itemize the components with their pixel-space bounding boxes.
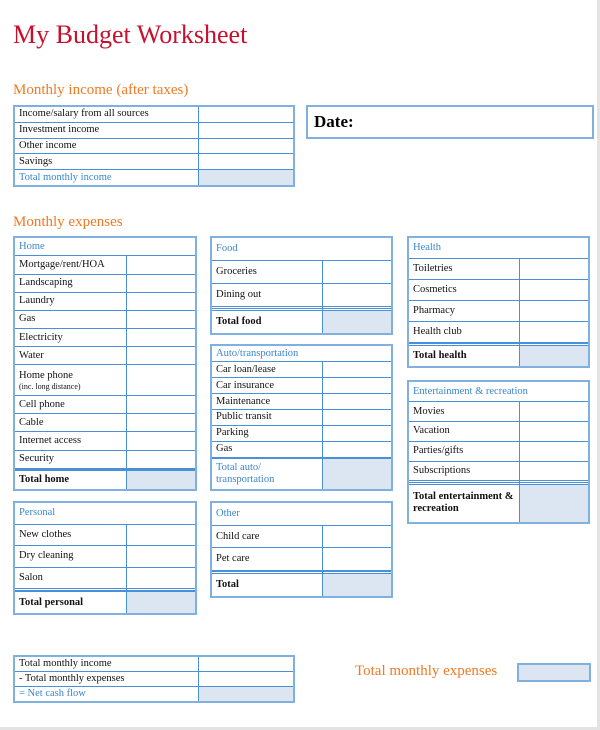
table-header-row xyxy=(211,502,392,525)
auto-amount-cell[interactable] xyxy=(322,362,392,378)
health-amount-cell[interactable] xyxy=(519,259,589,280)
table-row xyxy=(14,450,196,468)
income-total-cell[interactable] xyxy=(198,170,294,186)
other-table xyxy=(210,501,393,598)
table-row xyxy=(14,310,196,328)
total-monthly-expenses-field[interactable] xyxy=(517,663,591,682)
entertainment-row-label xyxy=(408,441,519,461)
health-row-label xyxy=(408,300,519,321)
table-row xyxy=(408,300,589,321)
summary-table xyxy=(13,655,295,703)
home-row-label xyxy=(14,274,126,292)
table-header-row xyxy=(14,502,196,524)
row-label: Toiletries xyxy=(413,263,453,275)
summary-amount-cell[interactable] xyxy=(198,672,294,687)
auto-amount-cell[interactable] xyxy=(322,441,392,457)
summary-total-cell[interactable] xyxy=(198,686,294,702)
table-row xyxy=(408,280,589,301)
entertainment-amount-cell[interactable] xyxy=(519,421,589,441)
row-label: Savings xyxy=(19,155,53,167)
food-amount-cell[interactable] xyxy=(322,261,392,284)
table-row xyxy=(14,365,196,396)
other-amount-cell[interactable] xyxy=(322,525,392,547)
table-row xyxy=(14,524,196,545)
row-label: Security xyxy=(19,453,54,465)
row-label: Parties/gifts xyxy=(413,445,464,457)
health-row-label xyxy=(408,280,519,301)
income-row-label xyxy=(14,138,198,154)
entertainment-amount-cell[interactable] xyxy=(519,402,589,422)
personal-row-label xyxy=(14,567,126,588)
auto-amount-cell[interactable] xyxy=(322,425,392,441)
entertainment-row-label xyxy=(408,402,519,422)
row-label: Vacation xyxy=(413,425,450,437)
table-row xyxy=(408,259,589,280)
auto-header: Auto/transportation xyxy=(211,345,392,362)
home-amount-cell[interactable] xyxy=(126,450,196,468)
personal-total-label: Total personal xyxy=(14,592,126,614)
entertainment-total-label: Total entertainment & recreation xyxy=(408,484,519,523)
personal-row-label xyxy=(14,524,126,545)
row-label: Other income xyxy=(19,139,77,151)
table-row xyxy=(14,274,196,292)
auto-row-label xyxy=(211,378,322,394)
other-total-label: Total xyxy=(211,574,322,597)
home-amount-cell[interactable] xyxy=(126,328,196,346)
summary-row-label xyxy=(14,656,198,672)
row-label: Parking xyxy=(216,427,249,439)
personal-row-label xyxy=(14,546,126,567)
table-header-row xyxy=(14,237,196,256)
summary-amount-cell[interactable] xyxy=(198,656,294,672)
table-row xyxy=(14,414,196,432)
home-row-label xyxy=(14,310,126,328)
other-row-label xyxy=(211,525,322,547)
home-amount-cell[interactable] xyxy=(126,347,196,365)
other-amount-cell[interactable] xyxy=(322,548,392,570)
home-row-label xyxy=(14,256,126,274)
health-amount-cell[interactable] xyxy=(519,321,589,342)
food-total-cell[interactable] xyxy=(322,310,392,334)
income-row-label xyxy=(14,154,198,170)
entertainment-total-cell[interactable] xyxy=(519,484,589,523)
summary-total-row xyxy=(14,686,294,702)
home-total-label: Total home xyxy=(14,471,126,490)
other-row-label xyxy=(211,548,322,570)
row-label: Income/salary from all sources xyxy=(19,108,149,120)
entertainment-table xyxy=(407,380,590,524)
table-row xyxy=(211,425,392,441)
row-label: Car loan/lease xyxy=(216,363,276,375)
home-amount-cell[interactable] xyxy=(126,256,196,274)
row-label: Dry cleaning xyxy=(19,550,74,562)
row-label: Car insurance xyxy=(216,379,275,391)
row-label: Investment income xyxy=(19,124,100,136)
entertainment-row-label xyxy=(408,461,519,481)
table-row xyxy=(14,154,294,170)
home-row-label xyxy=(14,328,126,346)
row-label: Movies xyxy=(413,405,445,417)
income-total-label: Total monthly income xyxy=(14,170,198,186)
home-table xyxy=(13,236,197,491)
row-label: Salon xyxy=(19,571,43,583)
food-header: Food xyxy=(211,237,392,261)
personal-amount-cell[interactable] xyxy=(126,524,196,545)
auto-row-label xyxy=(211,409,322,425)
home-row-label xyxy=(14,347,126,365)
auto-total-cell[interactable] xyxy=(322,459,392,490)
health-total-row xyxy=(408,345,589,367)
table-row xyxy=(408,402,589,422)
row-label: Electricity xyxy=(19,331,63,343)
table-row xyxy=(408,461,589,481)
home-total-cell[interactable] xyxy=(126,471,196,490)
home-amount-cell[interactable] xyxy=(126,310,196,328)
food-table xyxy=(210,236,393,335)
row-note: (inc. long distance) xyxy=(19,381,81,391)
table-row xyxy=(211,548,392,570)
personal-table xyxy=(13,501,197,615)
home-row-label xyxy=(14,414,126,432)
table-row xyxy=(14,122,294,138)
income-amount-cell[interactable] xyxy=(198,106,294,122)
table-row xyxy=(408,321,589,342)
table-row xyxy=(14,656,294,672)
food-row-label xyxy=(211,261,322,284)
row-label: Landscaping xyxy=(19,277,73,289)
health-amount-cell[interactable] xyxy=(519,300,589,321)
income-amount-cell[interactable] xyxy=(198,138,294,154)
row-label: Health club xyxy=(413,325,462,337)
table-row xyxy=(14,432,196,450)
table-row xyxy=(211,441,392,457)
income-amount-cell[interactable] xyxy=(198,122,294,138)
table-row xyxy=(211,362,392,378)
row-label: Gas xyxy=(216,443,233,455)
table-header-row xyxy=(408,381,589,402)
other-total-cell[interactable] xyxy=(322,574,392,597)
income-table xyxy=(13,105,295,187)
row-label: Public transit xyxy=(216,411,272,423)
personal-header: Personal xyxy=(14,502,196,524)
health-amount-cell[interactable] xyxy=(519,280,589,301)
personal-amount-cell[interactable] xyxy=(126,567,196,588)
entertainment-header: Entertainment & recreation xyxy=(408,381,589,402)
row-label: Gas xyxy=(19,313,36,325)
income-amount-cell[interactable] xyxy=(198,154,294,170)
auto-amount-cell[interactable] xyxy=(322,378,392,394)
personal-amount-cell[interactable] xyxy=(126,546,196,567)
home-row-label xyxy=(14,396,126,414)
table-row xyxy=(14,292,196,310)
total-monthly-expenses-label: Total monthly expenses xyxy=(355,663,498,679)
table-row xyxy=(211,261,392,284)
table-row xyxy=(14,672,294,687)
entertainment-amount-cell[interactable] xyxy=(519,441,589,461)
home-row-label xyxy=(14,292,126,310)
row-label: - Total monthly expenses xyxy=(19,672,125,684)
table-row xyxy=(14,347,196,365)
table-row xyxy=(211,284,392,307)
table-header-row xyxy=(211,345,392,362)
health-total-cell[interactable] xyxy=(519,345,589,367)
food-total-label: Total food xyxy=(211,310,322,334)
home-amount-cell[interactable] xyxy=(126,274,196,292)
row-label: Water xyxy=(19,349,44,361)
row-label: Cell phone xyxy=(19,398,65,410)
health-row-label xyxy=(408,259,519,280)
row-label: Subscriptions xyxy=(413,465,471,477)
food-amount-cell[interactable] xyxy=(322,284,392,307)
entertainment-amount-cell[interactable] xyxy=(519,461,589,481)
auto-row-label xyxy=(211,441,322,457)
summary-row-label xyxy=(14,672,198,687)
row-label: Laundry xyxy=(19,295,55,307)
home-amount-cell[interactable] xyxy=(126,396,196,414)
table-row xyxy=(14,567,196,588)
entertainment-total-row xyxy=(408,484,589,523)
home-amount-cell[interactable] xyxy=(126,292,196,310)
home-total-row xyxy=(14,471,196,490)
personal-total-cell[interactable] xyxy=(126,592,196,614)
table-row xyxy=(14,546,196,567)
health-header: Health xyxy=(408,237,589,259)
table-row xyxy=(211,378,392,394)
summary-total-label: = Net cash flow xyxy=(14,686,198,702)
home-row-label xyxy=(14,432,126,450)
food-total-row xyxy=(211,310,392,334)
row-label: Home phone xyxy=(19,369,73,381)
income-heading: Monthly income (after taxes) xyxy=(13,82,189,98)
table-row xyxy=(408,441,589,461)
table-row xyxy=(14,106,294,122)
table-row xyxy=(211,525,392,547)
row-label: Pet care xyxy=(216,552,250,564)
expenses-heading: Monthly expenses xyxy=(13,214,123,230)
entertainment-row-label xyxy=(408,421,519,441)
row-label: Cable xyxy=(19,416,44,428)
auto-row-label xyxy=(211,394,322,410)
auto-table xyxy=(210,344,393,491)
row-label: Groceries xyxy=(216,266,257,278)
row-label: Total monthly income xyxy=(19,658,112,669)
food-row-label xyxy=(211,284,322,307)
home-row-label xyxy=(14,365,126,396)
home-amount-cell[interactable] xyxy=(126,432,196,450)
home-amount-cell[interactable] xyxy=(126,365,196,396)
income-total-row xyxy=(14,170,294,186)
auto-total-row xyxy=(211,459,392,490)
table-row xyxy=(14,328,196,346)
table-header-row xyxy=(408,237,589,259)
home-row-label xyxy=(14,450,126,468)
health-row-label xyxy=(408,321,519,342)
page-title: My Budget Worksheet xyxy=(13,20,248,49)
table-row xyxy=(14,256,196,274)
row-label: Mortgage/rent/HOA xyxy=(19,258,105,270)
health-table xyxy=(407,236,590,368)
income-row-label xyxy=(14,122,198,138)
date-field[interactable]: Date: xyxy=(306,105,594,139)
row-label: Maintenance xyxy=(216,395,271,407)
row-label: Dining out xyxy=(216,289,262,301)
table-row xyxy=(14,396,196,414)
row-label: Child care xyxy=(216,530,260,542)
table-row xyxy=(211,394,392,410)
health-total-label: Total health xyxy=(408,345,519,367)
table-row xyxy=(14,138,294,154)
other-total-row xyxy=(211,574,392,597)
row-label: Cosmetics xyxy=(413,283,457,295)
other-header: Other xyxy=(211,502,392,525)
table-row xyxy=(211,409,392,425)
table-header-row xyxy=(211,237,392,261)
auto-amount-cell[interactable] xyxy=(322,394,392,410)
personal-total-row xyxy=(14,592,196,614)
row-label: New clothes xyxy=(19,528,72,540)
row-label: Pharmacy xyxy=(413,304,455,316)
row-label: Internet access xyxy=(19,434,82,446)
auto-row-label xyxy=(211,362,322,378)
home-header: Home xyxy=(14,237,196,256)
table-row xyxy=(408,421,589,441)
auto-row-label xyxy=(211,425,322,441)
income-row-label xyxy=(14,106,198,122)
auto-amount-cell[interactable] xyxy=(322,409,392,425)
auto-total-label: Total auto/ transportation xyxy=(211,459,322,490)
home-amount-cell[interactable] xyxy=(126,414,196,432)
